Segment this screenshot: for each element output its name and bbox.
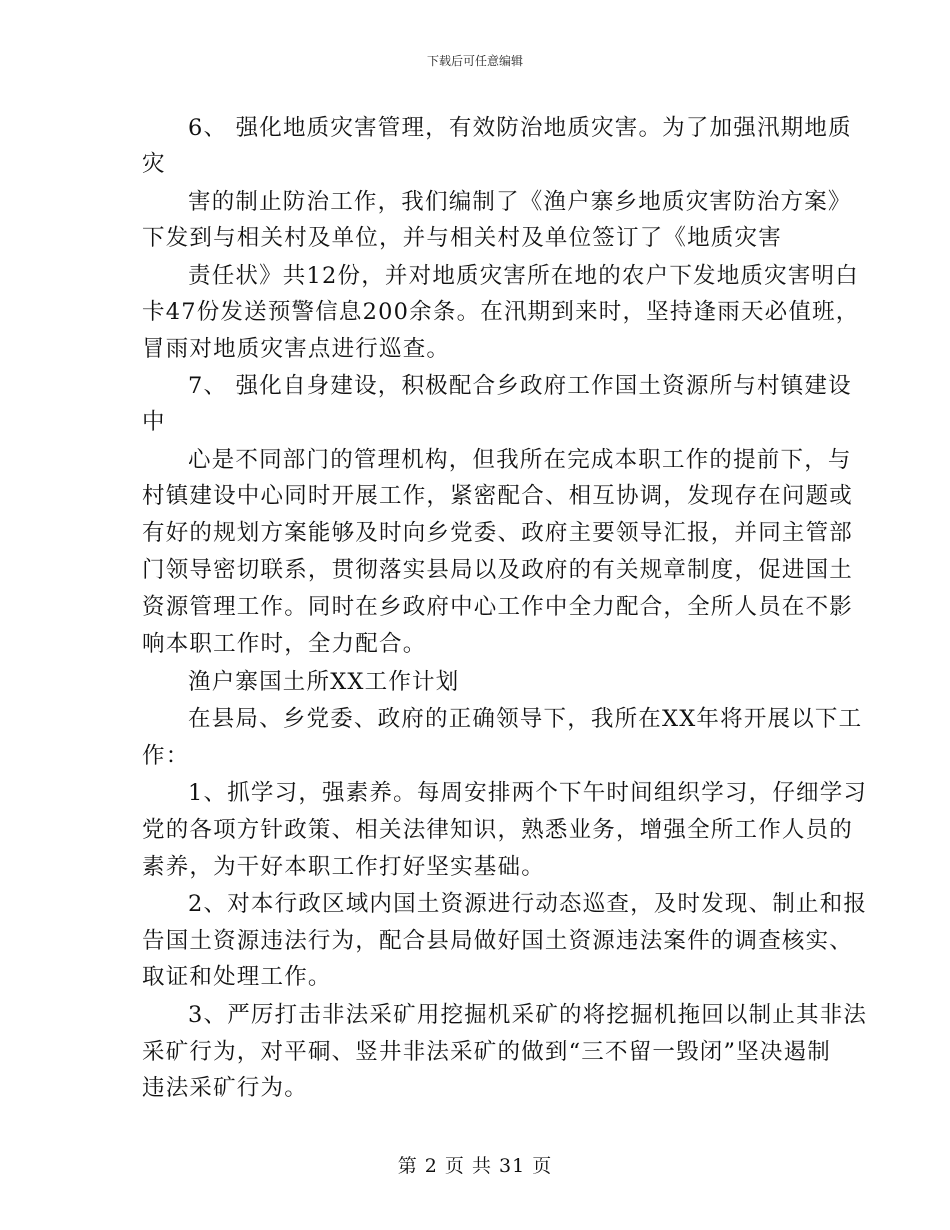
text-line: 响本职工作时，全力配合。 [142,631,427,657]
text-line: 素养，为干好本职工作打好坚实基础。 [142,854,545,880]
text-line: 害的制止防治工作，我们编制了《渔户寨乡地质灾害防治方案》 [188,189,852,215]
text-line: 作： [142,743,190,769]
page-header: 下载后可任意编辑 [426,54,523,68]
page-number: 第 2 页 共 31 页 [397,1155,553,1177]
section-title: 渔户寨国土所XX工作计划 [188,669,460,695]
text-line: 党的各项方针政策、相关法律知识，熟悉业务，增强全所工作人员的 [142,817,854,843]
text-line: 违法采矿行为。 [142,1075,308,1101]
text-line: 取证和处理工作。 [142,964,332,990]
text-line: 在县局、乡党委、政府的正确领导下，我所在XX年将开展以下工 [188,706,863,732]
text-line: 心是不同部门的管理机构，但我所在完成本职工作的提前下，与 [188,447,852,473]
text-line: 中 [142,409,166,435]
text-line: 有好的规划方案能够及时向乡党委、政府主要领导汇报，并同主管部 [142,520,854,546]
text-line: 村镇建设中心同时开展工作，紧密配合、相互协调，发现存在问题或 [142,483,854,509]
text-line: 3、严厉打击非法采矿用挖掘机采矿的将挖掘机拖回以制止其非法 [188,1002,868,1028]
text-line: 资源管理工作。同时在乡政府中心工作中全力配合，全所人员在不影 [142,594,854,620]
text-line: 采矿行为，对平硐、竖井非法采矿的做到“三不留一毁闭”坚决遏制 [142,1039,832,1065]
text-line: 灾 [142,151,166,177]
text-line: 6、 强化地质灾害管理，有效防治地质灾害。为了加强汛期地质 [188,115,852,141]
text-line: 卡47份发送预警信息200余条。在汛期到来时，坚持逢雨天必值班， [142,299,860,325]
text-line: 冒雨对地质灾害点进行巡查。 [142,336,451,362]
text-line: 门领导密切联系，贯彻落实县局以及政府的有关规章制度，促进国土 [142,557,854,583]
text-line: 下发到与相关村及单位，并与相关村及单位签订了《地质灾害 [142,225,782,251]
text-line: 1、抓学习，强素养。每周安排两个下午时间组织学习，仔细学习 [188,780,868,806]
text-line: 7、 强化自身建设，积极配合乡政府工作国土资源所与村镇建设 [188,373,852,399]
text-line: 2、对本行政区域内国土资源进行动态巡查，及时发现、制止和报 [188,891,868,917]
text-line: 告国土资源违法行为，配合县局做好国土资源违法案件的调查核实、 [142,928,854,954]
text-line: 责任状》共12份，并对地质灾害所在地的农户下发地质灾害明白 [188,263,859,289]
